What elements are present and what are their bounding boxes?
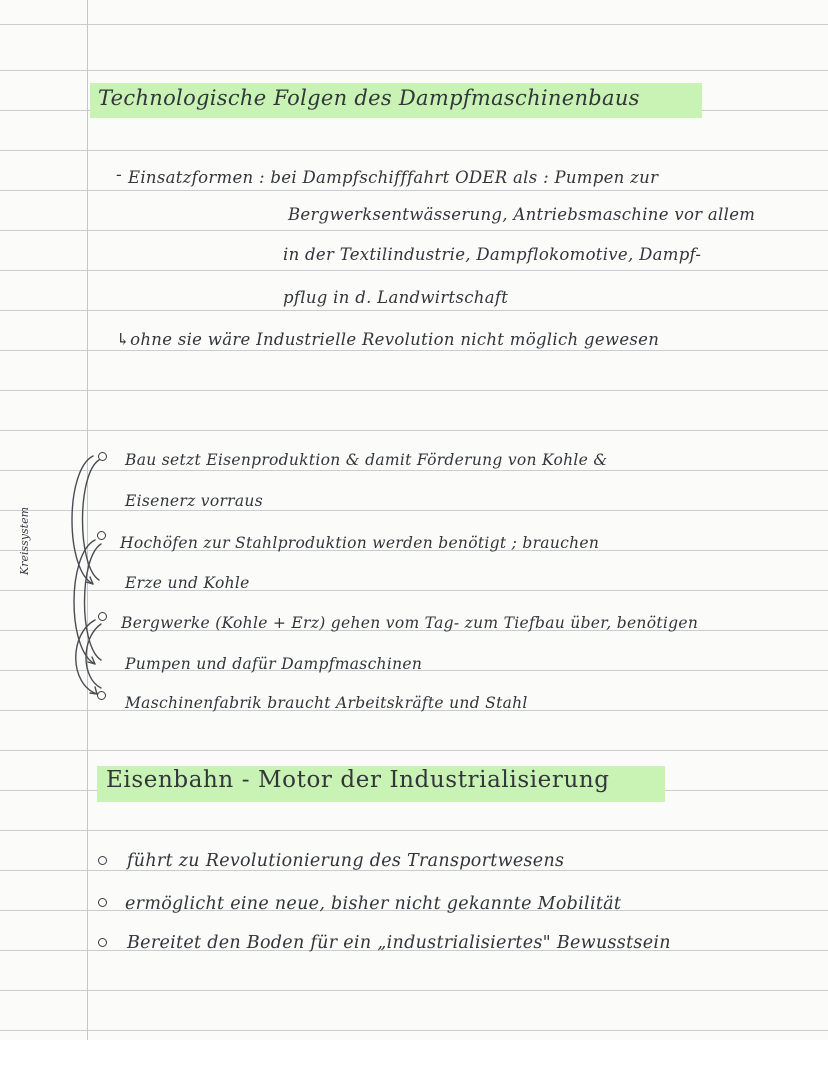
bullet3-line-2: Pumpen und dafür Dampfmaschinen xyxy=(125,655,423,673)
bullet4-line-1: Maschinenfabrik braucht Arbeitskräfte und Stahl xyxy=(125,694,528,712)
bullet-marker xyxy=(97,691,106,700)
einsatz-line-1: Einsatzformen : bei Dampfschifffahrt ODER als : Pumpen zur xyxy=(128,168,659,187)
bullet-marker xyxy=(98,898,107,907)
heading2: Eisenbahn - Motor der Industrialisierung xyxy=(106,767,610,793)
einsatz-line-3: in der Textilindustrie, Dampflokomotive, Dampf- xyxy=(283,245,702,264)
dash-mark: - xyxy=(116,165,123,185)
bullet-marker xyxy=(98,938,107,947)
heading1: Technologische Folgen des Dampfmaschinenbaus xyxy=(98,86,640,110)
bullet1-line-1: Bau setzt Eisenproduktion & damit Förderung von Kohle & xyxy=(125,451,608,469)
side-label-kreissystem: Kreissystem xyxy=(18,506,31,575)
bullet2-line-2: Erze und Kohle xyxy=(125,574,250,592)
eisenbahn-bullet-3: Bereitet den Boden für ein „industrialisiertes" Bewusstsein xyxy=(127,933,671,953)
cycle-arrows-icon xyxy=(55,450,115,700)
bullet-marker xyxy=(98,452,107,461)
bullet-marker xyxy=(98,612,107,621)
bullet-marker xyxy=(97,531,106,540)
bullet1-line-2: Eisenerz vorraus xyxy=(125,492,263,510)
einsatz-line-4: pflug in d. Landwirtschaft xyxy=(283,288,509,307)
bullet-marker xyxy=(98,856,107,865)
eisenbahn-bullet-2: ermöglicht eine neue, bisher nicht gekannte Mobilität xyxy=(125,894,622,914)
einsatz-line-2: Bergwerksentwässerung, Antriebsmaschine vor allem xyxy=(288,205,756,224)
bullet3-line-1: Bergwerke (Kohle + Erz) gehen vom Tag- zum Tiefbau über, benötigen xyxy=(121,614,699,632)
conclusion-line: ↳ohne sie wäre Industrielle Revolution nicht möglich gewesen xyxy=(116,330,660,349)
eisenbahn-bullet-1: führt zu Revolutionierung des Transportwesens xyxy=(127,851,565,871)
page-bottom-edge xyxy=(0,1040,828,1086)
bullet2-line-1: Hochöfen zur Stahlproduktion werden benötigt ; brauchen xyxy=(120,534,600,552)
